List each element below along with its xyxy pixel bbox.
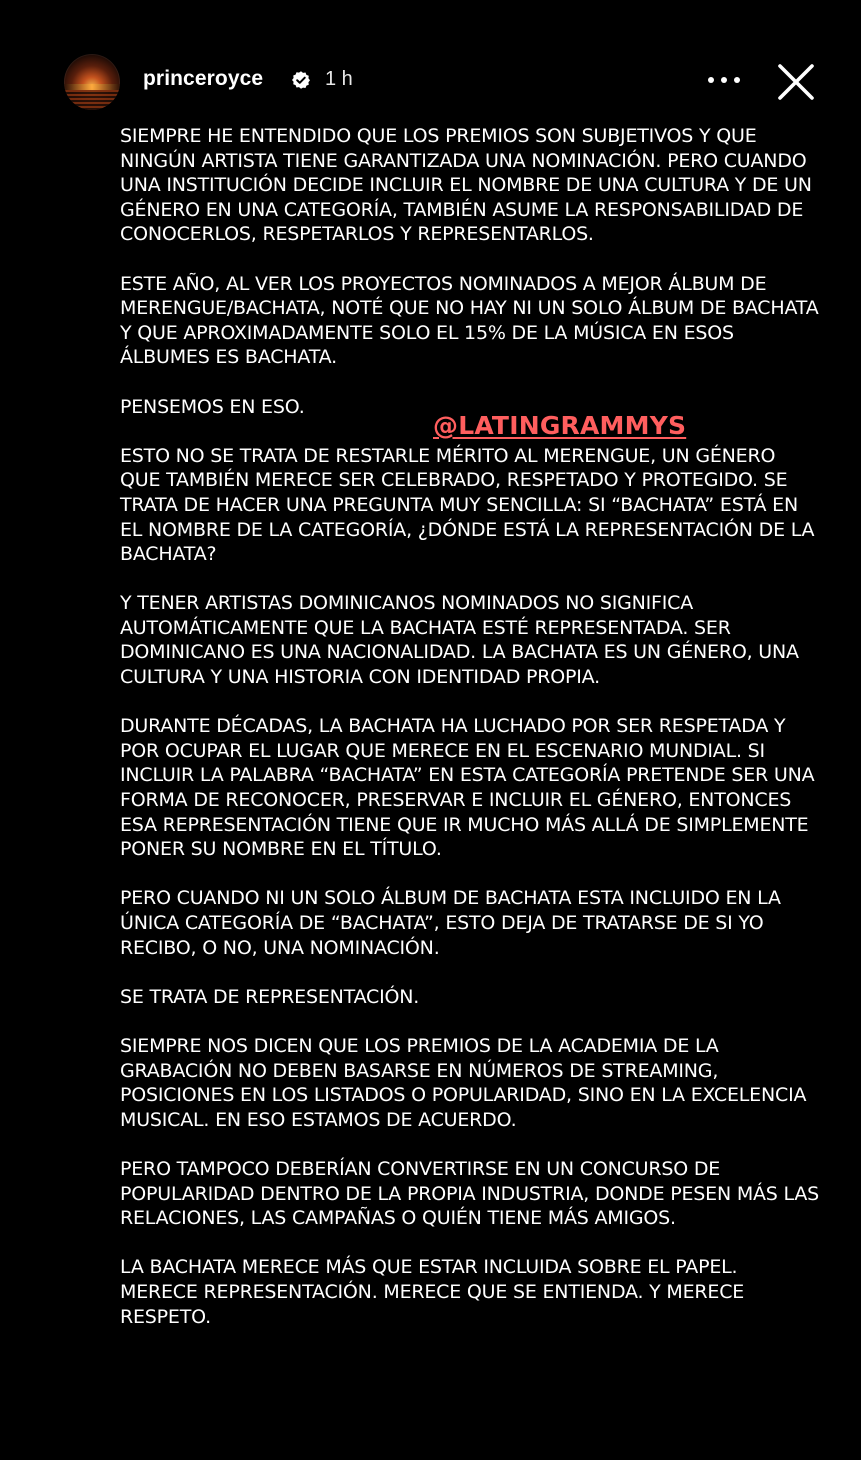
- story-paragraph: SE TRATA DE REPRESENTACIÓN.: [120, 985, 420, 1008]
- avatar-sunset-water: [64, 90, 120, 110]
- verified-badge-icon: [291, 70, 311, 90]
- story-paragraph: PERO TAMPOCO DEBERÍAN CONVERTIRSE EN UN CONCURSO DE POPULARIDAD DENTRO DE LA PROPIA INDUSTRIA, DONDE PESEN MÁS LAS RELACIONES, LAS CAMPAÑAS O QUIÉN TIENE MÁS AMIGOS.: [120, 1157, 819, 1230]
- story-paragraph: SIEMPRE HE ENTENDIDO QUE LOS PREMIOS SON SUBJETIVOS Y QUE NINGÚN ARTISTA TIENE GARANTIZADA UNA NOMINACIÓN. PERO CUANDO UNA INSTITUCIÓN DECIDE INCLUIR EL NOMBRE DE UNA CULTURA Y DE UN GÉNERO EN UNA CATEGORÍA, TAMBIÉN ASUME LA RESPONSABILIDAD DE CONOCERLOS, RESPETARLOS Y REPRESENTARLOS.: [120, 125, 812, 246]
- story-header: [0, 48, 861, 118]
- avatar[interactable]: [64, 54, 120, 110]
- close-button[interactable]: [772, 58, 820, 106]
- story-paragraph: PERO CUANDO NI UN SOLO ÁLBUM DE BACHATA ESTA INCLUIDO EN LA ÚNICA CATEGORÍA DE “BACHATA”, ESTO DEJA DE TRATARSE DE SI YO RECIBO, O NO, UNA NOMINACIÓN.: [120, 887, 781, 959]
- story-text: [120, 124, 820, 1354]
- more-horizontal-icon: [700, 62, 748, 98]
- story-paragraph: ESTO NO SE TRATA DE RESTARLE MÉRITO AL MERENGUE, UN GÉNERO QUE TAMBIÉN MERECE SER CELEBRADO, RESPETADO Y PROTEGIDO. SE TRATA DE HACER UNA PREGUNTA MUY SENCILLA: SI “BACHATA” ESTÁ EN EL NOMBRE DE LA CATEGORÍA, ¿DÓNDE ESTÁ LA REPRESENTACIÓN DE LA BACHATA?: [120, 444, 815, 566]
- username[interactable]: princeroyce: [143, 67, 264, 90]
- story-paragraph: SIEMPRE NOS DICEN QUE LOS PREMIOS DE LA ACADEMIA DE LA GRABACIÓN NO DEBEN BASARSE EN NÚMEROS DE STREAMING, POSICIONES EN LOS LISTADOS O POPULARIDAD, SINO EN LA EXCELENCIA MUSICAL. EN ESO ESTAMOS DE ACUERDO.: [120, 1034, 807, 1131]
- more-options-button[interactable]: [700, 62, 748, 98]
- story-paragraph: LA BACHATA MERECE MÁS QUE ESTAR INCLUIDA SOBRE EL PAPEL. MERECE REPRESENTACIÓN. MERECE QUE SE ENTIENDA. Y MERECE RESPETO.: [120, 1256, 745, 1328]
- story-paragraph: Y TENER ARTISTAS DOMINICANOS NOMINADOS NO SIGNIFICA AUTOMÁTICAMENTE QUE LA BACHATA ESTÉ REPRESENTADA. SER DOMINICANO ES UNA NACIONALIDAD. LA BACHATA ES UN GÉNERO, UNA CULTURA Y UNA HISTORIA CON IDENTIDAD PROPIA.: [120, 592, 799, 689]
- close-icon: [772, 58, 820, 106]
- story-paragraph: DURANTE DÉCADAS, LA BACHATA HA LUCHADO POR SER RESPETADA Y POR OCUPAR EL LUGAR QUE MERECE EN EL ESCENARIO MUNDIAL. SI INCLUIR LA PALABRA “BACHATA” EN ESTA CATEGORÍA PRETENDE SER UNA FORMA DE RECONOCER, PRESERVAR E INCLUIR EL GÉNERO, ENTONCES ESA REPRESENTACIÓN TIENE QUE IR MUCHO MÁS ALLÁ DE SIMPLEMENTE PONER SU NOMBRE EN EL TÍTULO.: [120, 715, 815, 861]
- mention-link[interactable]: @LATINGRAMMYS: [433, 411, 687, 440]
- story-paragraph: ESTE AÑO, AL VER LOS PROYECTOS NOMINADOS A MEJOR ÁLBUM DE MERENGUE/BACHATA, NOTÉ QUE NO HAY NI UN SOLO ÁLBUM DE BACHATA Y QUE APROXIMADAMENTE SOLO EL 15% DE LA MÚSICA EN ESOS ÁLBUMES ES BACHATA.: [120, 272, 819, 369]
- post-timestamp: 1 h: [325, 68, 353, 90]
- story-paragraph: PENSEMOS EN ESO.: [120, 395, 305, 418]
